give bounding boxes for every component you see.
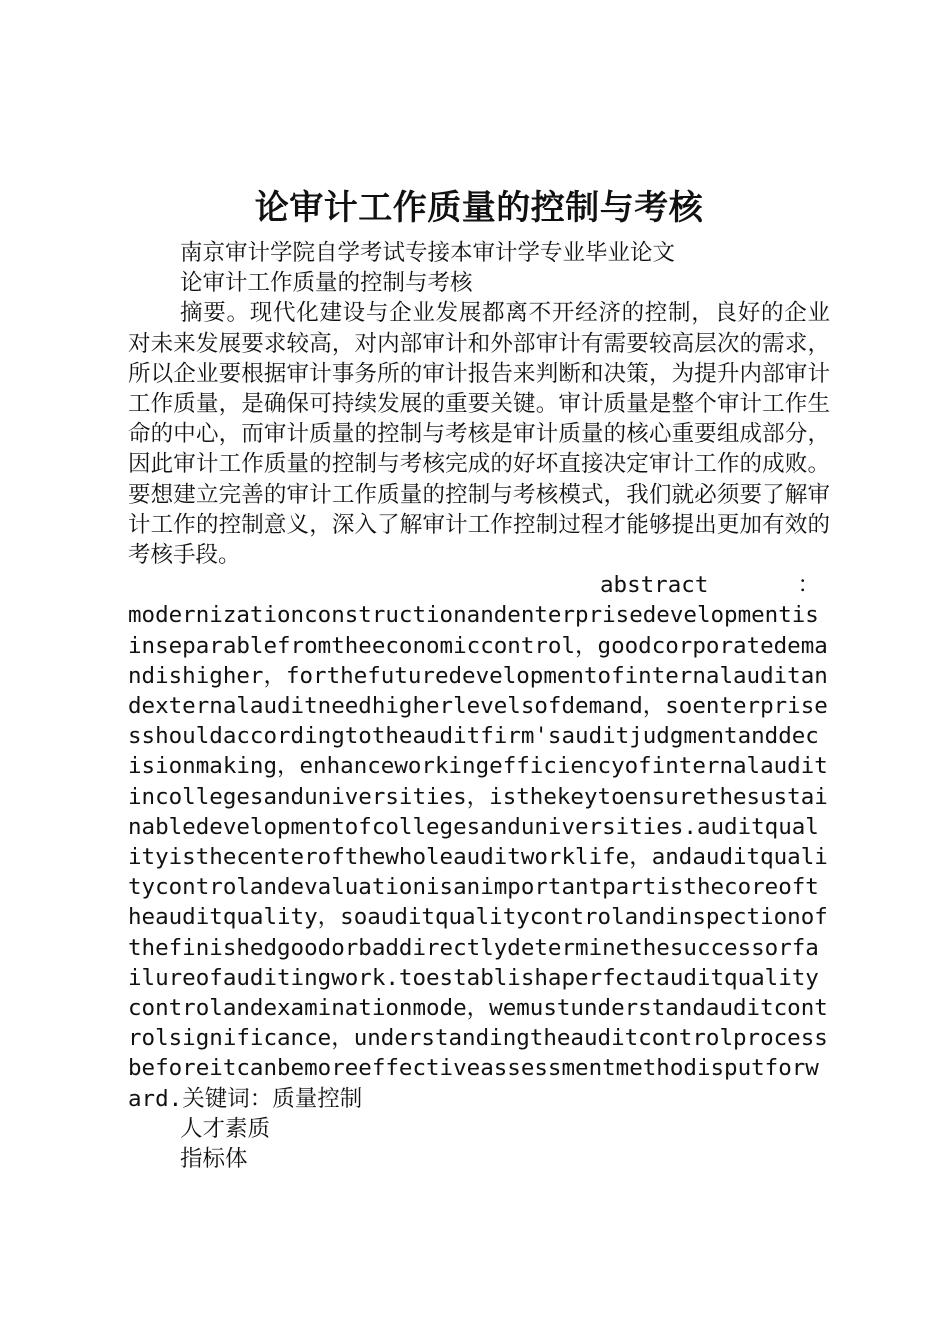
subtitle-line-2: 论审计工作质量的控制与考核 bbox=[180, 270, 473, 297]
abstract-english-text: modernizationconstructionandenterprisedevelopmentisinseparablefromtheeconomiccontrol，goodcorporatedemandishigher，forthefuturedevelopmentofinternalauditandexternalauditneedhigherlevelsofdemand，soenterprisesshouldaccordingtotheauditfirm'sauditjudgmentanddecisionmaking，enhanceworkingefficiencyofinternalauditincollegesanduniversities，isthekeytoensurethesustainabledevelopmentofcollegesanduniversities.auditqualityisthecenterofthewholeauditworklife，andauditqualitycontrolandevaluationisanimportantpartisthecoreoftheauditquality，soauditqualitycontrolandinspectionofthefinishedgoodorbaddirectlydeterminethesuccessorfailureofauditingwork.toestablishaperfectauditqualitycontrolandexaminationmode，wemustunderstandauditcontrolsignificance，understandingtheauditcontrolprocessbeforeitcanbemoreeffectiveassessmentmethodisputforward. bbox=[128, 602, 828, 1112]
keywords-label: 关键词：质量控制 bbox=[182, 1085, 363, 1112]
keyword-item: 人才素质 bbox=[180, 1115, 271, 1142]
abstract-label: abstract bbox=[600, 572, 709, 599]
abstract-english-block bbox=[128, 570, 830, 1114]
subtitle-line: 南京审计学院自学考试专接本审计学专业毕业论文 bbox=[180, 240, 676, 266]
document-title: 论审计工作质量的控制与考核 bbox=[254, 188, 704, 228]
abstract-english-heading bbox=[128, 570, 830, 600]
abstract-chinese: 摘要。现代化建设与企业发展都离不开经济的控制，良好的企业对未来发展要求较高，对内部审计和外部审计有需要较高层次的需求，所以企业要根据审计事务所的审计报告来判断和决策，为提升内部审计工作质量，是确保可持续发展的重要关键。审计质量是整个审计工作生命的中心，而审计质量的控制与考核是审计质量的核心重要组成部分，因此审计工作质量的控制与考核完成的好坏直接决定审计工作的成败。要想建立完善的审计工作质量的控制与考核模式，我们就必须要了解审计工作的控制意义，深入了解审计工作控制过程才能够提出更加有效的考核手段。 bbox=[128, 300, 830, 569]
abstract-colon: ： bbox=[797, 572, 820, 599]
document-page bbox=[128, 180, 830, 1174]
keyword-item: 指标体 bbox=[180, 1146, 248, 1173]
